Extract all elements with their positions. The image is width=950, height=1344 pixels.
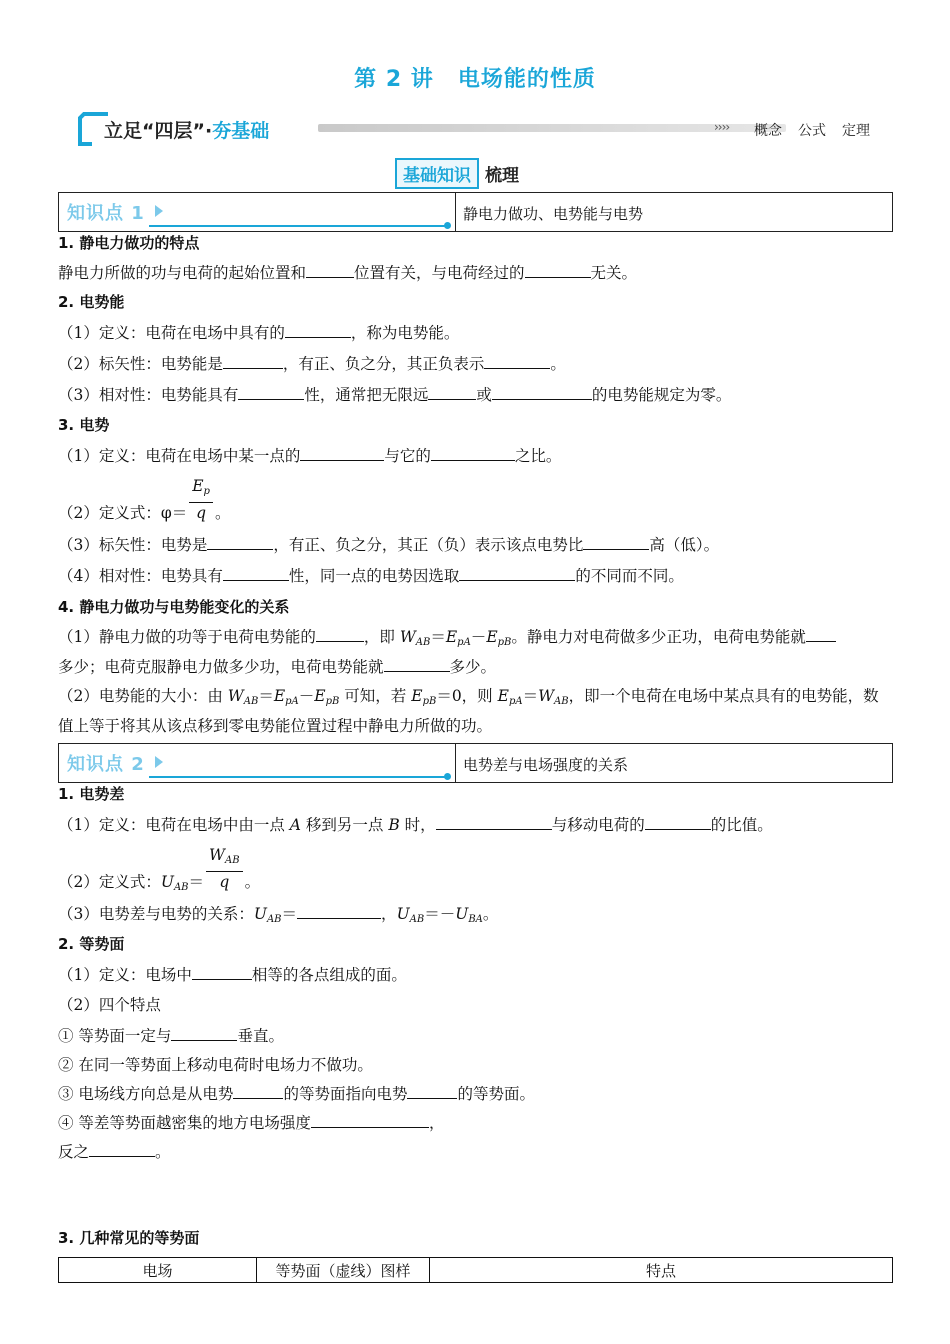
- t2-feature-1: ① 等势面一定与 垂直。: [58, 1027, 284, 1045]
- t2-feature-4b: 反之 。: [58, 1143, 171, 1161]
- phi-fraction: $\frac{E_p}{q}$: [189, 476, 213, 523]
- s4-heading: 4. 静电力做功与电势能变化的关系: [58, 598, 290, 616]
- banner-tags: [754, 120, 886, 140]
- tag-theorem: 定理: [842, 123, 870, 139]
- knowledge-point-2: [58, 743, 893, 783]
- lecture-topic: 电场能的性质: [457, 67, 596, 92]
- tag-concept: 概念: [754, 123, 782, 139]
- s2-line-2: （2）标矢性：电势能是 ，有正、负之分，其正负表示 。: [58, 355, 566, 373]
- t2-feature-4: ④ 等差等势面越密集的地方电场强度 ，: [58, 1114, 445, 1132]
- t1-line-1: （1）定义：电荷在电场中由一点 A 移到另一点 B 时， 与移动电荷的 的比值。: [58, 816, 773, 834]
- section-banner: [78, 112, 898, 146]
- s4-line-2: 多少；电荷克服静电力做多少功，电荷电势能就 多少。: [58, 658, 497, 676]
- subheading-box: 基础知识: [395, 158, 479, 189]
- banner-title: 立足“四层”·夯基础: [104, 120, 270, 142]
- t2-feature-2: ② 在同一等势面上移动电荷时电场力不做功。: [58, 1056, 373, 1074]
- subheading: [395, 158, 519, 186]
- page-title: [0, 62, 950, 93]
- equipotential-table-header: [58, 1257, 893, 1283]
- s2-line-1: （1）定义：电荷在电场中具有的 ，称为电势能。: [58, 324, 460, 342]
- s2-heading: 2. 电势能: [58, 293, 125, 311]
- col-pattern: 等势面（虚线）图样: [257, 1258, 430, 1282]
- subheading-plain: 梳理: [485, 166, 519, 186]
- tag-formula: 公式: [798, 123, 826, 139]
- s1-line: 静电力所做的功与电荷的起始位置和 位置有关，与电荷经过的 无关。: [58, 264, 638, 282]
- chevrons-icon: ››››: [714, 120, 730, 134]
- t3-heading: 3. 几种常见的等势面: [58, 1229, 200, 1247]
- knowledge-point-1: [58, 192, 893, 232]
- col-field: 电场: [59, 1258, 257, 1282]
- t1-heading: 1. 电势差: [58, 785, 125, 803]
- s4-line-4: 值上等于将其从该点移到零电势能位置过程中静电力所做的功。: [58, 717, 493, 735]
- arrow-icon: [155, 205, 163, 217]
- t2-line-2: （2）四个特点: [58, 996, 161, 1014]
- s4-line-3: （2）电势能的大小：由 $W_{AB}=E_{pA}-E_{pB}$ 可知，若 $E_{pB}=0$，则 $E_{pA}=W_{AB}$，即一个电荷在电场中某点具有的电势能，数: [58, 687, 879, 707]
- t1-line-2: （2）定义式：$U_{AB}=$ $\frac{W_{AB}}{q}$ 。: [58, 846, 261, 893]
- s3-line-3: （3）标矢性：电势是 ，有正、负之分，其正（负）表示该点电势比 高（低）。: [58, 536, 720, 554]
- kp1-label: 知识点 1: [67, 203, 145, 224]
- potential-difference-fraction: $\frac{W_{AB}}{q}$: [206, 845, 243, 892]
- s3-heading: 3. 电势: [58, 416, 110, 434]
- col-features: 特点: [645, 1261, 676, 1280]
- s3-line-1: （1）定义：电荷在电场中某一点的 与它的 之比。: [58, 447, 562, 465]
- s1-heading: 1. 静电力做功的特点: [58, 234, 200, 252]
- kp2-label: 知识点 2: [67, 754, 145, 775]
- t2-line-1: （1）定义：电场中 相等的各点组成的面。: [58, 966, 407, 984]
- t2-heading: 2. 等势面: [58, 935, 125, 953]
- s2-line-3: （3）相对性：电势能具有 性，通常把无限远 或 的电势能规定为零。: [58, 386, 732, 404]
- s3-line-4: （4）相对性：电势具有 性，同一点的电势因选取 的不同而不同。: [58, 567, 684, 585]
- s3-line-2: （2）定义式：φ＝ $\frac{E_p}{q}$ 。: [58, 477, 231, 522]
- arrow-icon: [155, 756, 163, 768]
- kp2-title: 电势差与电场强度的关系: [463, 756, 629, 774]
- t2-feature-3: ③ 电场线方向总是从电势 的等势面指向电势 的等势面。: [58, 1085, 535, 1103]
- s4-line-1: （1）静电力做的功等于电荷电势能的 ，即 $W_{AB}=E_{pA}-E_{pB}$。静电力对电荷做多少正功，电荷电势能就: [58, 627, 836, 653]
- kp1-title: 静电力做功、电势能与电势: [463, 205, 644, 223]
- lecture-number: 第 2 讲: [354, 67, 434, 92]
- t1-line-3: （3）电势差与电势的关系：$U_{AB}=$ ，$U_{AB}=-U_{BA}$。: [58, 905, 499, 925]
